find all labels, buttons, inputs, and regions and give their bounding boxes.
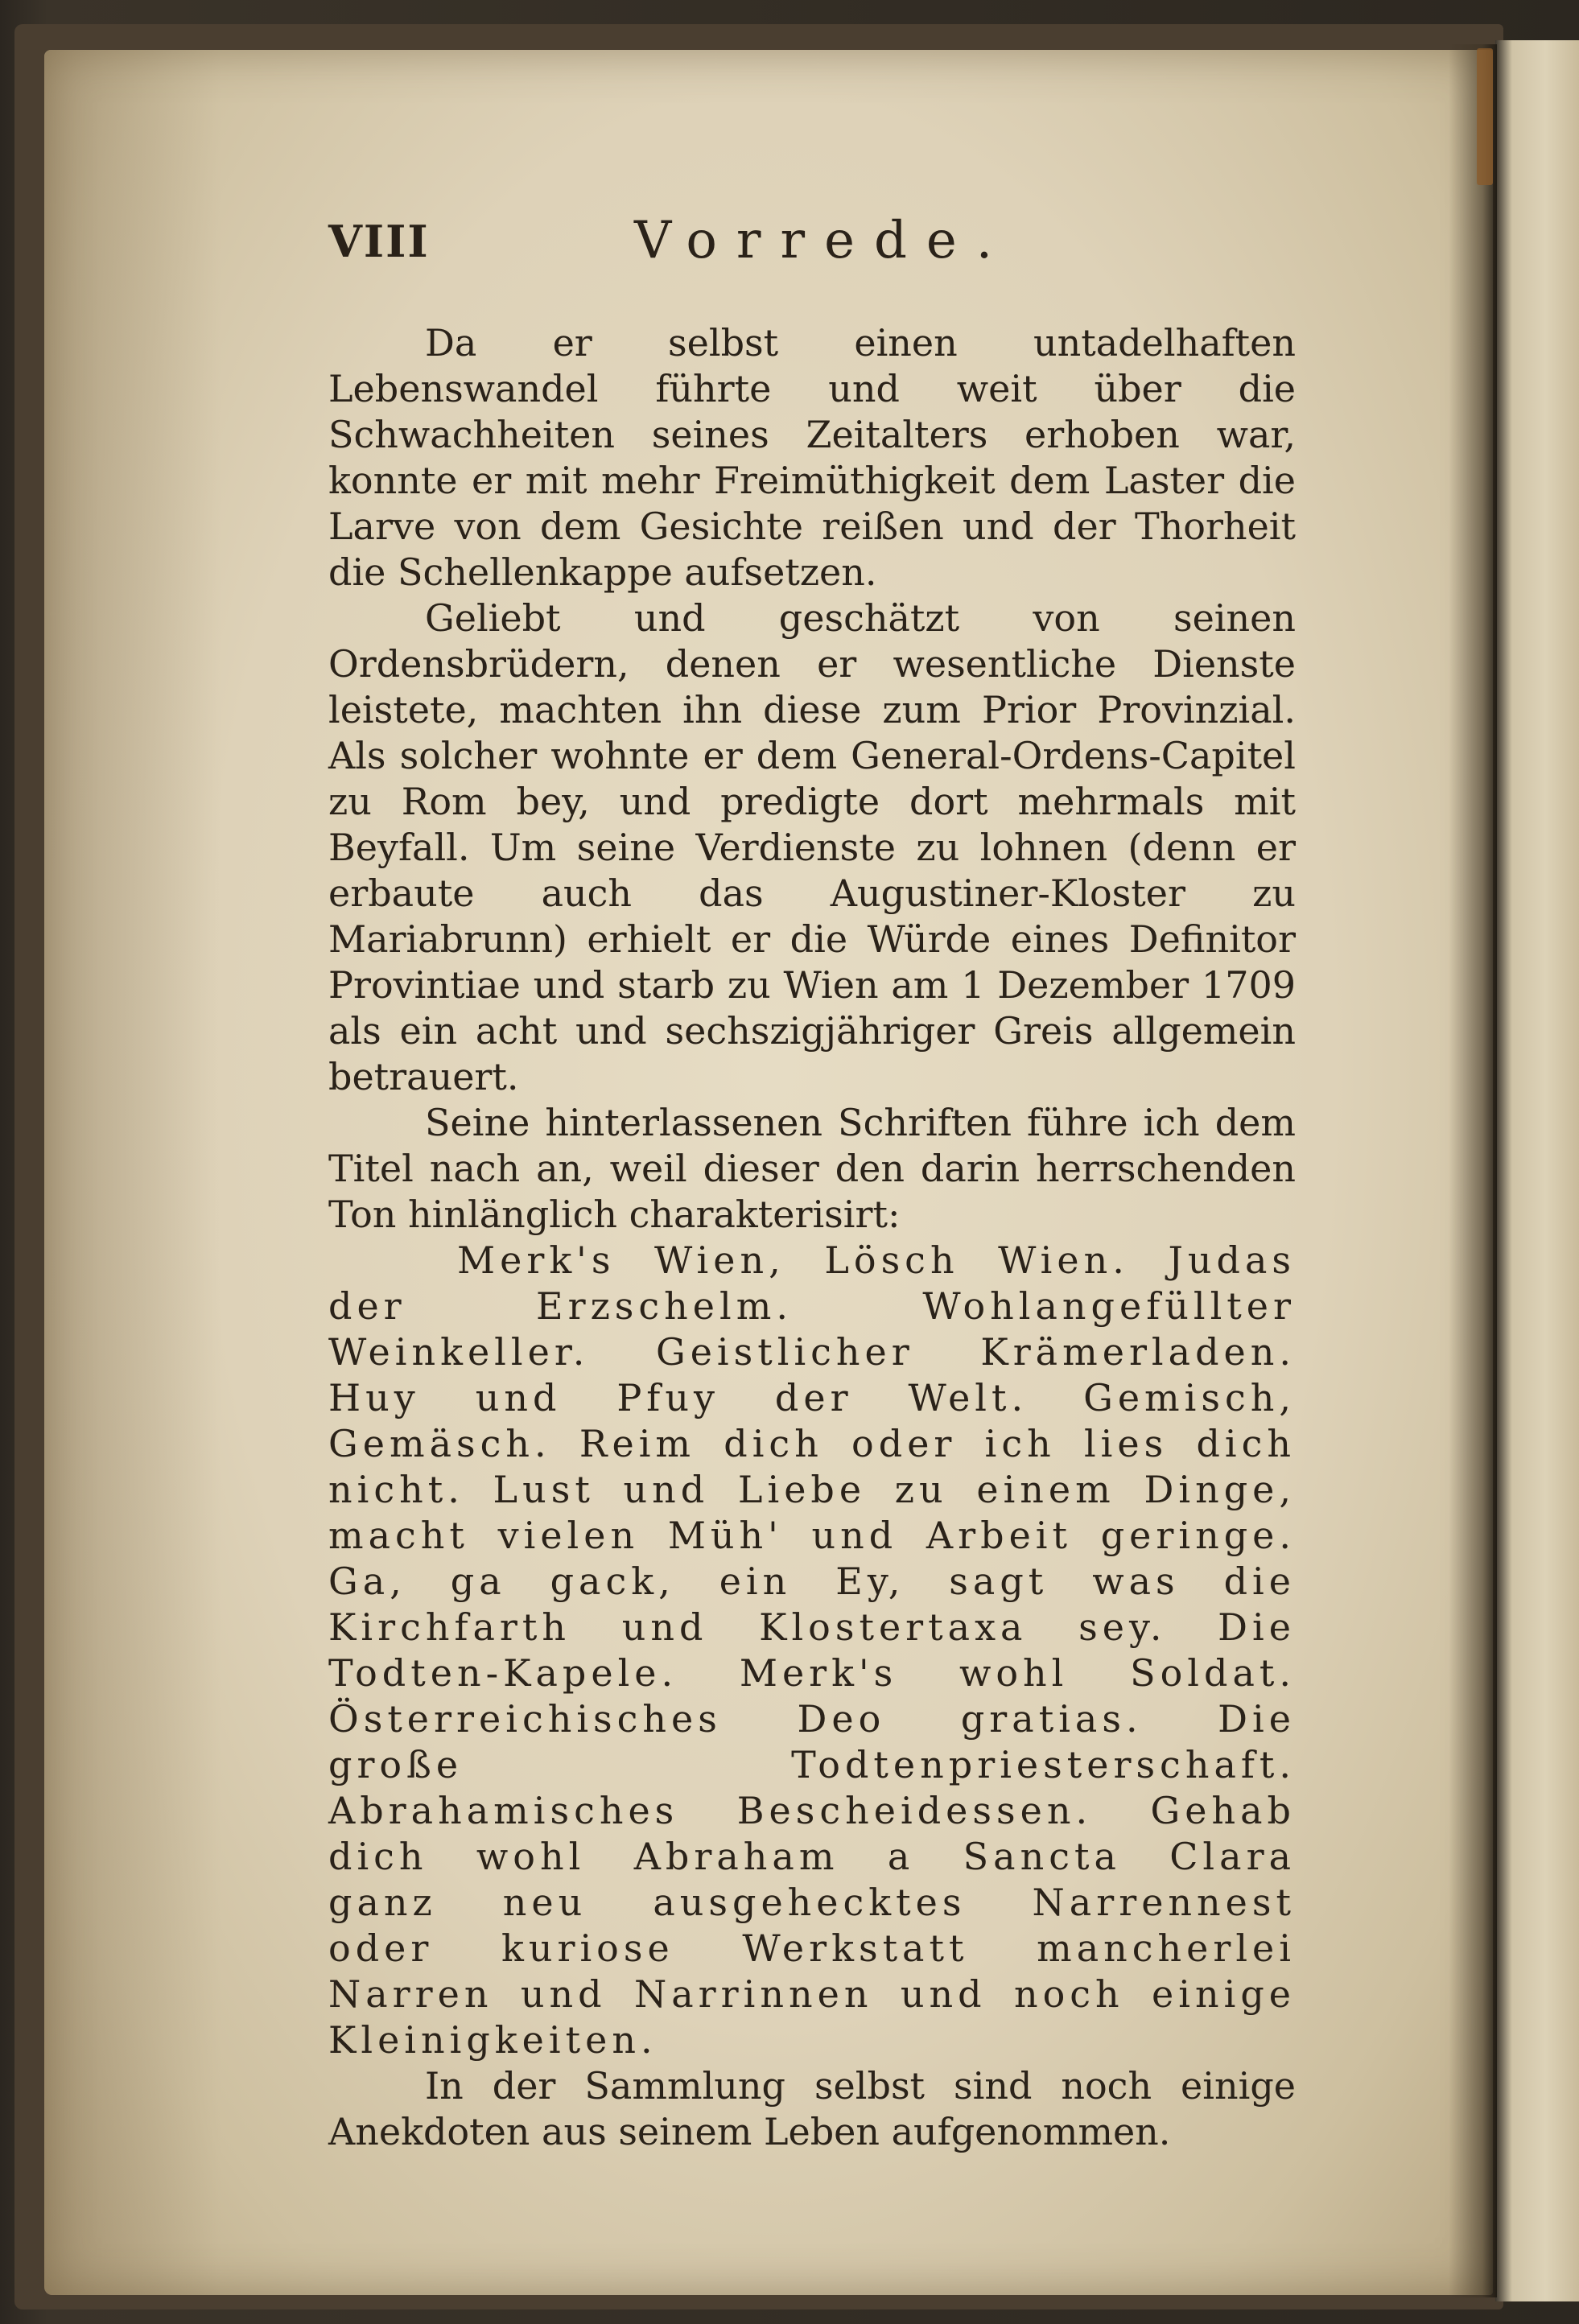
paragraph-character: Da er selbst einen untadelhaften Lebenswandel führte und weit über die Schwachheiten seines Zeitalters erhoben war, konnte er mit mehr Freimüthigkeit dem Laster die Larve von dem Gesichte reißen und der Thorheit die Schellenkappe aufsetzen. (328, 321, 1296, 594)
page-text (328, 211, 1296, 2155)
page-number: VIII (328, 216, 430, 267)
paragraph-career: Geliebt und geschätzt von seinen Ordensbrüdern, denen er wesentliche Dienste leistete, machten ihn diese zum Prior Provinzial. Als solcher wohnte er dem General-Ordens-Capitel zu Rom bey, und predigte dort mehrmals mit Beyfall. Um seine Verdienste zu lohnen (denn er erbaute auch das Augustiner-Kloster zu Mariabrunn) erhielt er die Würde eines Definitor Provintiae und starb zu Wien am 1 Dezember 1709 als ein acht und sechszigjähriger Greis allgemein betrauert. (328, 596, 1296, 1098)
page-header (328, 211, 1296, 280)
paragraph-writings-intro: Seine hinterlassenen Schriften führe ich dem Titel nach an, weil dieser den darin herrschenden Ton hinlänglich charakterisirt: (328, 1101, 1296, 1236)
page-gutter-shadow (1449, 44, 1497, 2297)
facing-page-edge (1495, 40, 1579, 2301)
spine-leather-mark (1477, 48, 1493, 185)
paragraph-writings-list: Merk's Wien, Lösch Wien. Judas der Erzschelm. Wohlangefüllter Weinkeller. Geistlicher Krämerladen. Huy und Pfuy der Welt. Gemisch, Gemäsch. Reim dich oder ich lies dich nicht. Lust und Liebe zu einem Dinge, macht vielen Müh' und Arbeit geringe. Ga, ga gack, ein Ey, sagt was die Kirchfarth und Klostertaxa sey. Die Todten-Kapele. Merk's wohl Soldat. Österreichisches Deo gratias. Die große Todtenpriesterschaft. Abrahamisches Bescheidessen. Gehab dich wohl Abraham a Sancta Clara ganz neu ausgehecktes Narrennest oder kuriose Werkstatt mancherlei Narren und Narrinnen und noch einige Kleinigkeiten. (328, 1238, 1296, 2062)
page-edge-stain (44, 50, 221, 2295)
running-title: Vorrede. (634, 211, 1012, 270)
paragraph-anecdotes: In der Sammlung selbst sind noch einige Anekdoten aus seinem Leben aufgenommen. (328, 2064, 1296, 2153)
